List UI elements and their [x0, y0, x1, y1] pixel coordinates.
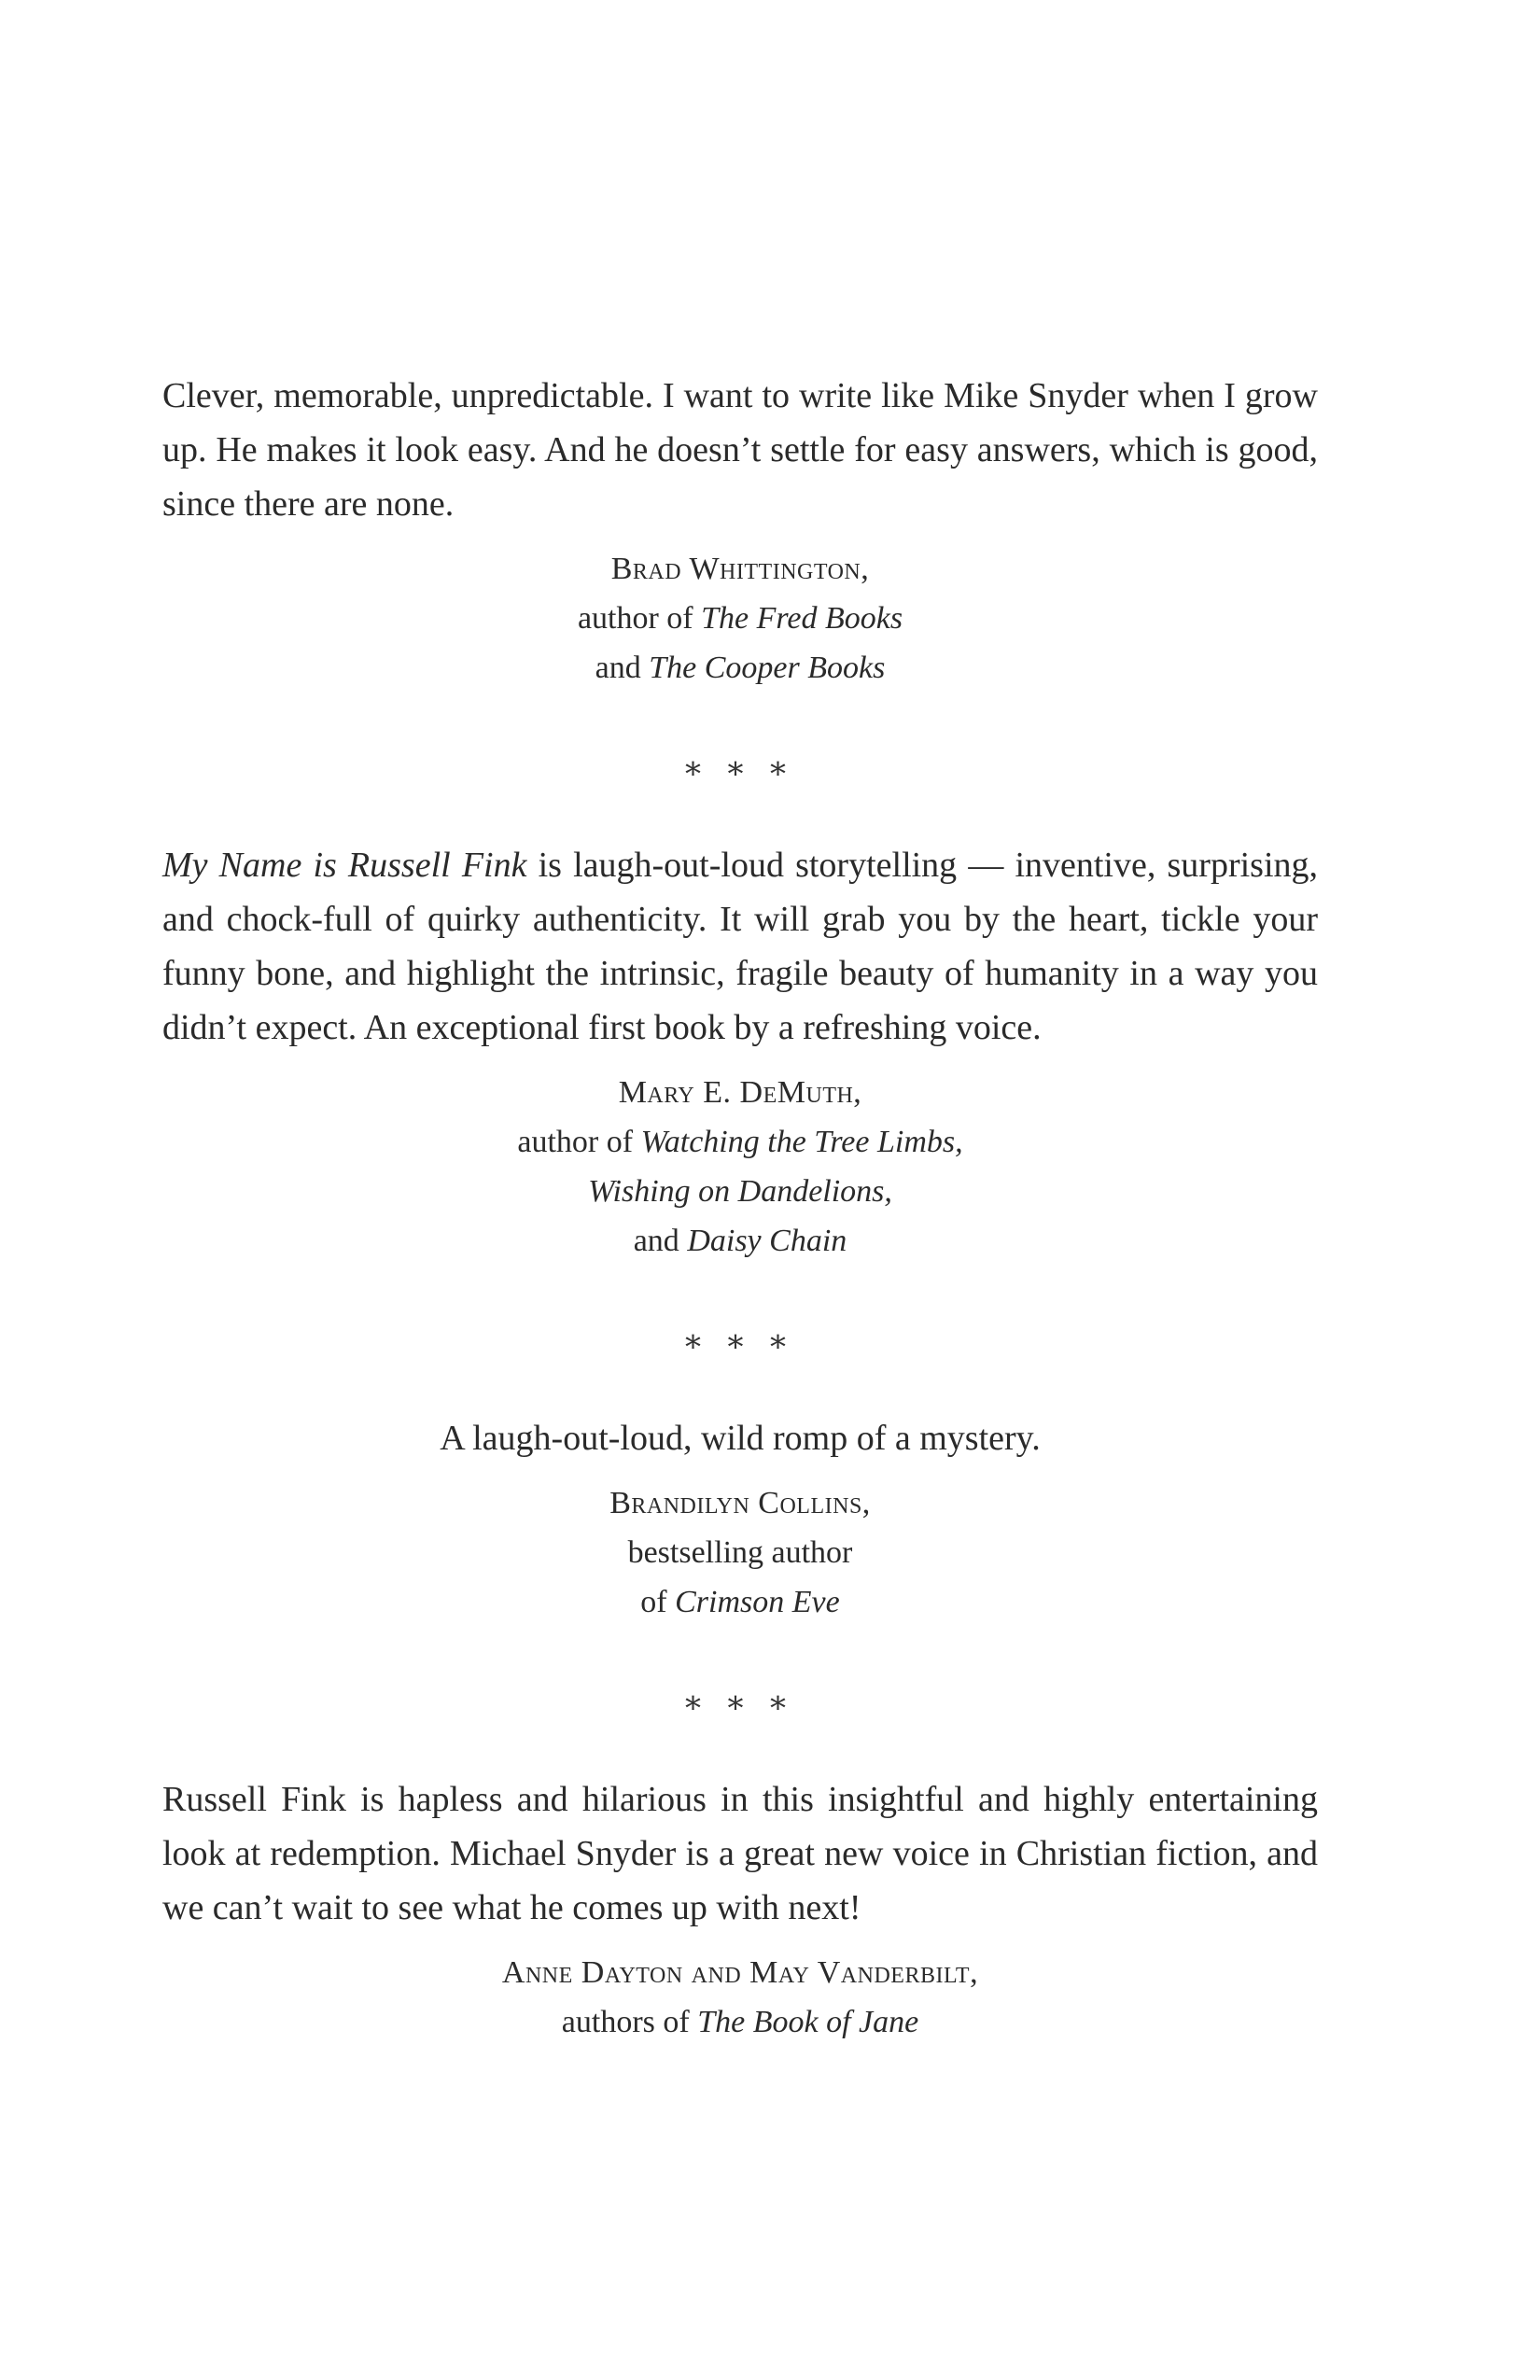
book-title: Daisy Chain — [687, 1224, 847, 1258]
book-title: Crimson Eve — [675, 1585, 840, 1619]
endorsement-attribution — [162, 1948, 1318, 2047]
attribution-line — [162, 1167, 1318, 1216]
attribution-line — [162, 643, 1318, 693]
attribution-text: bestselling author — [627, 1535, 853, 1570]
quote-title-text: My Name is Russell Fink — [162, 846, 527, 885]
quote-text: Russell Fink is hapless and hilarious in this insightful and highly entertaining look at redemption. Michael Snyder is a great new voice in Christian fiction, and we can’t wait to see what he comes up with next! — [162, 1780, 1318, 1927]
endorsement-attribution — [162, 1068, 1318, 1266]
attribution-line — [162, 1117, 1318, 1167]
blurb-list — [162, 369, 1318, 2047]
attribution-text: author of — [577, 601, 702, 636]
quote-text: A laugh-out-loud, wild romp of a mystery. — [440, 1419, 1041, 1458]
endorsement-block — [162, 1411, 1318, 1627]
attribution-line — [162, 1997, 1318, 2047]
attribution-line — [162, 1216, 1318, 1266]
endorsement-attribution — [162, 1478, 1318, 1627]
endorsement-quote — [162, 1772, 1318, 1935]
section-separator: ⁎ ⁎ ⁎ — [685, 1321, 795, 1355]
endorser-name: Brad Whittington, — [610, 552, 870, 586]
quote-text: is laugh-out-loud storytelling — inventive, surprising, and chock-full of quirky authenticity. It will grab you by the heart, tickle your funny bone, and highlight the intrinsic, fragile beauty of humanity in a way you didn’t expect. An exceptional first book by a refreshing voice. — [162, 846, 1318, 1047]
endorsement-quote — [162, 1411, 1318, 1465]
section-separator: ⁎ ⁎ ⁎ — [685, 1682, 795, 1716]
endorsement-block — [162, 1772, 1318, 2047]
attribution-text: and — [633, 1224, 688, 1258]
attribution-text: author of — [517, 1125, 641, 1159]
endorsement-attribution — [162, 544, 1318, 693]
book-title: The Cooper Books — [649, 651, 886, 685]
attribution-text: of — [640, 1585, 676, 1619]
endorsement-block — [162, 838, 1318, 1266]
book-title: Watching the Tree Limbs, — [640, 1125, 963, 1159]
endorsement-quote — [162, 838, 1318, 1055]
endorser-name: Brandilyn Collins, — [609, 1486, 871, 1520]
section-separator: ⁎ ⁎ ⁎ — [685, 748, 795, 782]
praise-page — [162, 369, 1318, 2047]
quote-text: Clever, memorable, unpredictable. I want to write like Mike Snyder when I grow up. He makes it look easy. And he doesn’t settle for easy answers, which is good, since there are none. — [162, 376, 1318, 524]
attribution-line — [162, 1577, 1318, 1627]
attribution-text: and — [595, 651, 650, 685]
attribution-text: authors of — [561, 2005, 698, 2039]
attribution-line — [162, 594, 1318, 643]
book-title: Wishing on Dandelions, — [588, 1174, 892, 1209]
endorser-name: Mary E. DeMuth, — [618, 1075, 862, 1110]
book-title: The Book of Jane — [697, 2005, 919, 2039]
endorsement-quote — [162, 369, 1318, 531]
book-title: The Fred Books — [701, 601, 903, 636]
endorser-name: Anne Dayton and May Vanderbilt, — [501, 1955, 979, 1990]
endorsement-block — [162, 369, 1318, 693]
attribution-line — [162, 1528, 1318, 1577]
